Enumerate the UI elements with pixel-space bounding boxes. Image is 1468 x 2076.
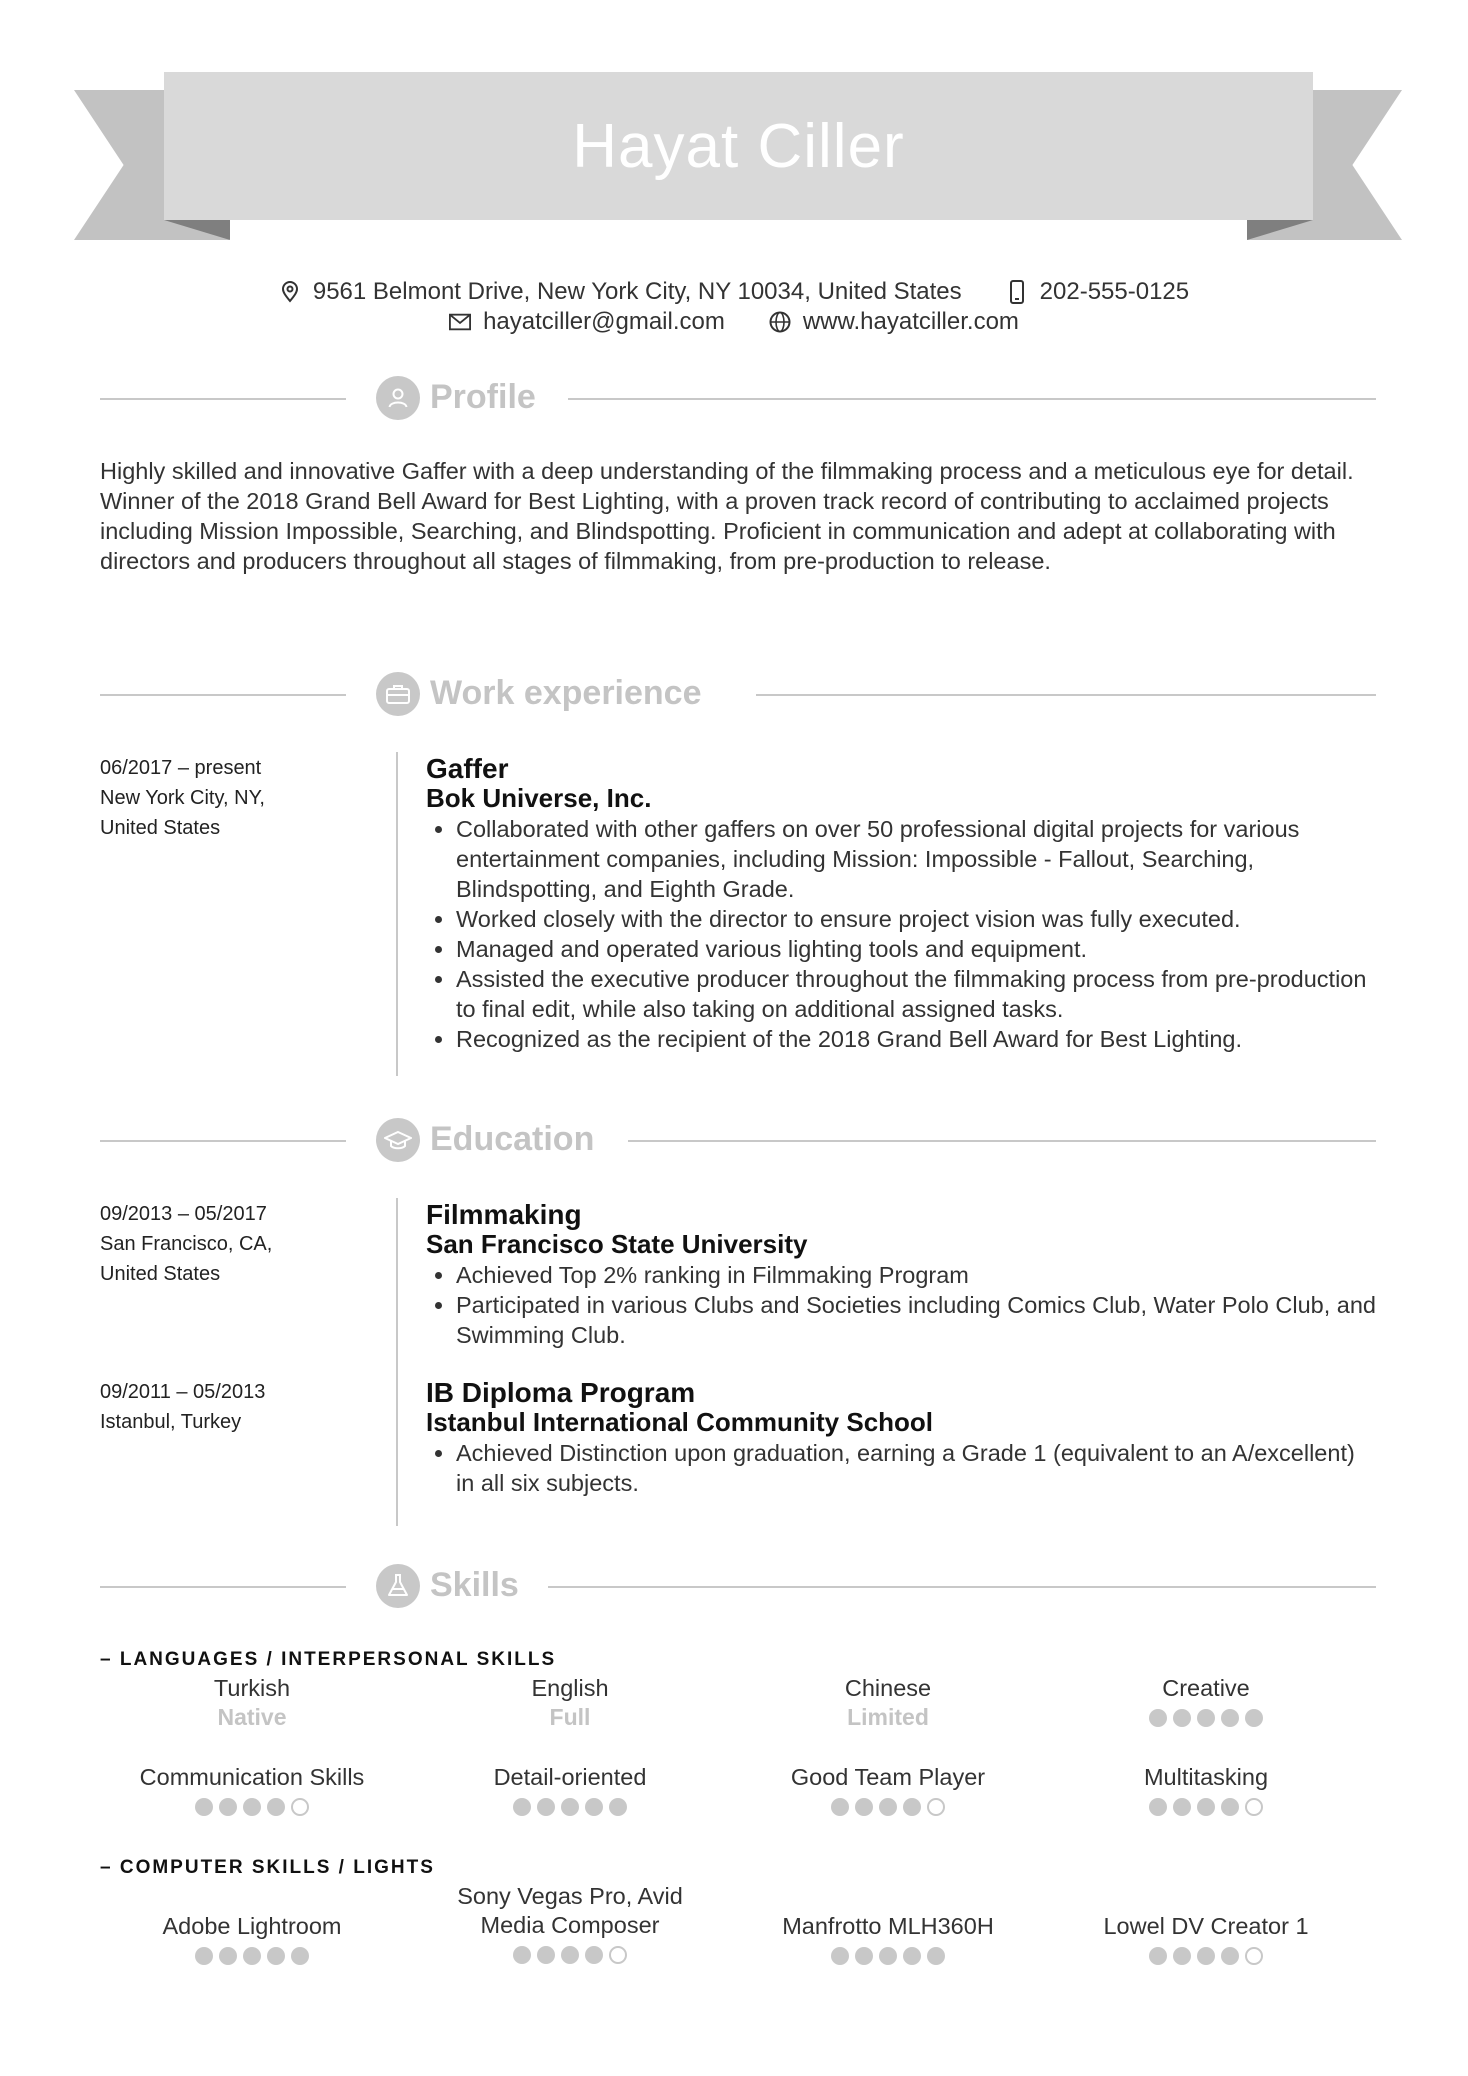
contact-line-2: [0, 308, 1468, 336]
education-bullets: [426, 1438, 1376, 1498]
rating-dot-filled: [267, 1947, 285, 1965]
skill-rated: [1056, 1763, 1356, 1816]
education-location: San Francisco, CA,: [100, 1233, 273, 1255]
rating-dot-filled: [1149, 1947, 1167, 1965]
work-entry-meta: [100, 753, 380, 843]
rating-dot-filled: [927, 1947, 945, 1965]
education-timeline-bar: [396, 1198, 398, 1526]
rating-dot-filled: [513, 1946, 531, 1964]
rating-dot-filled: [879, 1947, 897, 1965]
rating-dot-filled: [585, 1946, 603, 1964]
school-name: San Francisco State University: [426, 1229, 808, 1259]
section-header-skills: [100, 1562, 1376, 1610]
education-location-country: United States: [100, 1263, 221, 1285]
skill-rated: [102, 1763, 402, 1816]
list-item: • Worked closely with the director to ensure project vision was fully executed.: [456, 904, 1376, 934]
education-entry-meta: [100, 1199, 380, 1289]
list-item: • Achieved Distinction upon graduation, earning a Grade 1 (equivalent to an A/excellent) in all six subjects.: [456, 1438, 1376, 1498]
skill-name: Communication Skills: [139, 1764, 365, 1790]
skill-name: Multitasking: [1143, 1764, 1269, 1790]
address-text: 9561 Belmont Drive, New York City, NY 10034, United States: [312, 278, 962, 305]
section-header-profile: [100, 374, 1376, 422]
divider-right: [568, 398, 1376, 400]
list-item: • Collaborated with other gaffers on over 50 professional digital projects for various entertainment companies, including Mission: Impossible - Fallout, Searching, Blindspotting, and Eighth Grade.: [456, 814, 1376, 904]
rating-dot-filled: [855, 1947, 873, 1965]
skill-rating: [102, 1798, 402, 1816]
education-date: 09/2013 – 05/2017: [100, 1203, 267, 1225]
degree-title: IB Diploma Program: [426, 1377, 696, 1408]
skill-rating: [738, 1798, 1038, 1816]
skill-name: Media Composer: [480, 1912, 660, 1938]
contact-line-1: [0, 278, 1468, 306]
rating-dot-filled: [1173, 1947, 1191, 1965]
rating-dot-filled: [267, 1798, 285, 1816]
skill-rating: [738, 1947, 1038, 1965]
skill-level: Limited: [847, 1704, 929, 1730]
rating-dot-filled: [831, 1947, 849, 1965]
skills-category-languages: – LANGUAGES / INTERPERSONAL SKILLS: [100, 1649, 557, 1670]
rating-dot-filled: [831, 1798, 849, 1816]
divider-right: [548, 1586, 1376, 1588]
skill-rating: [102, 1947, 402, 1965]
section-header-education: [100, 1116, 1376, 1164]
skill-level: Full: [549, 1704, 591, 1730]
person-icon: [376, 376, 420, 420]
skill-rating: [420, 1798, 720, 1816]
skill-rated: [420, 1763, 720, 1816]
email-link[interactable]: hayatciller@gmail.com: [483, 308, 725, 335]
rating-dot-empty: [609, 1946, 627, 1964]
skill-language: [420, 1674, 720, 1732]
rating-dot-filled: [291, 1947, 309, 1965]
skill-language: [738, 1674, 1038, 1732]
divider-left: [100, 694, 346, 696]
divider-left: [100, 1586, 346, 1588]
skill-name: Manfrotto MLH360H: [782, 1913, 994, 1939]
skill-name: Adobe Lightroom: [162, 1913, 342, 1939]
skill-language: [102, 1674, 402, 1732]
candidate-name: Hayat Ciller: [572, 111, 905, 181]
education-entry: [426, 1378, 1376, 1498]
rating-dot-filled: [1197, 1798, 1215, 1816]
rating-dot-filled: [1173, 1798, 1191, 1816]
rating-dot-filled: [609, 1798, 627, 1816]
education-entry: [426, 1200, 1376, 1350]
education-bullets: [426, 1260, 1376, 1350]
work-bullets: [426, 814, 1376, 1054]
section-title-profile: Profile: [430, 378, 536, 416]
education-location: Istanbul, Turkey: [100, 1411, 242, 1433]
work-timeline-bar: [396, 752, 398, 1076]
skill-name: Turkish: [213, 1675, 291, 1701]
location-pin-icon: [279, 281, 301, 303]
rating-dot-filled: [1197, 1709, 1215, 1727]
divider-left: [100, 398, 346, 400]
rating-dot-empty: [927, 1798, 945, 1816]
rating-dot-empty: [1245, 1947, 1263, 1965]
skill-rated: [1056, 1674, 1356, 1727]
rating-dot-filled: [855, 1798, 873, 1816]
phone-text: 202-555-0125: [1039, 278, 1190, 305]
skills-category-computer: – COMPUTER SKILLS / LIGHTS: [100, 1857, 435, 1878]
rating-dot-filled: [219, 1798, 237, 1816]
rating-dot-filled: [1197, 1947, 1215, 1965]
rating-dot-filled: [585, 1798, 603, 1816]
skill-name: Good Team Player: [790, 1764, 986, 1790]
skill-rated: [738, 1763, 1038, 1816]
rating-dot-empty: [1245, 1798, 1263, 1816]
rating-dot-filled: [561, 1798, 579, 1816]
employer: Bok Universe, Inc.: [426, 783, 652, 813]
job-title: Gaffer: [426, 753, 509, 784]
divider-left: [100, 1140, 346, 1142]
skill-name: English: [531, 1675, 609, 1701]
flask-icon: [376, 1564, 420, 1608]
skill-rating: [420, 1946, 720, 1964]
rating-dot-filled: [195, 1798, 213, 1816]
work-location: New York City, NY,: [100, 787, 265, 809]
rating-dot-filled: [1149, 1709, 1167, 1727]
list-item: • Achieved Top 2% ranking in Filmmaking Program: [456, 1260, 1376, 1290]
skill-rating: [1056, 1798, 1356, 1816]
skill-name: Detail-oriented: [493, 1764, 647, 1790]
education-entry-meta: [100, 1377, 380, 1437]
skill-rated: [1056, 1912, 1356, 1965]
section-title-work: Work experience: [430, 674, 702, 712]
globe-icon: [769, 311, 791, 333]
rating-dot-filled: [1149, 1798, 1167, 1816]
phone-icon: [1006, 281, 1028, 303]
rating-dot-filled: [195, 1947, 213, 1965]
rating-dot-filled: [879, 1798, 897, 1816]
section-title-education: Education: [430, 1120, 595, 1158]
skill-rated: [102, 1912, 402, 1965]
list-item: • Recognized as the recipient of the 2018 Grand Bell Award for Best Lighting.: [456, 1024, 1376, 1054]
work-location-country: United States: [100, 817, 221, 839]
section-title-skills: Skills: [430, 1566, 519, 1604]
divider-right: [756, 694, 1376, 696]
skill-level: Native: [217, 1704, 287, 1730]
work-entry: [426, 754, 1376, 1054]
rating-dot-filled: [903, 1947, 921, 1965]
work-date: 06/2017 – present: [100, 757, 262, 779]
email-icon: [449, 311, 471, 333]
skill-name: Lowel DV Creator 1: [1103, 1913, 1309, 1939]
rating-dot-filled: [537, 1946, 555, 1964]
rating-dot-filled: [1245, 1709, 1263, 1727]
degree-title: Filmmaking: [426, 1199, 582, 1230]
rating-dot-filled: [243, 1798, 261, 1816]
rating-dot-filled: [513, 1798, 531, 1816]
website-link[interactable]: www.hayatciller.com: [802, 308, 1019, 335]
rating-dot-empty: [291, 1798, 309, 1816]
skill-name: Chinese: [844, 1675, 932, 1701]
graduation-cap-icon: [376, 1118, 420, 1162]
rating-dot-filled: [219, 1947, 237, 1965]
skill-rating: [1056, 1947, 1356, 1965]
skill-rating: [1056, 1709, 1356, 1727]
divider-right: [628, 1140, 1376, 1142]
rating-dot-filled: [1221, 1947, 1239, 1965]
rating-dot-filled: [1221, 1709, 1239, 1727]
section-header-work: [100, 670, 1376, 718]
briefcase-icon: [376, 672, 420, 716]
rating-dot-filled: [1221, 1798, 1239, 1816]
education-date: 09/2011 – 05/2013: [100, 1381, 266, 1403]
school-name: Istanbul International Community School: [426, 1407, 934, 1437]
rating-dot-filled: [903, 1798, 921, 1816]
skill-rated: [738, 1912, 1038, 1965]
skill-rated: [420, 1882, 720, 1964]
skill-name: Creative: [1162, 1675, 1250, 1701]
rating-dot-filled: [243, 1947, 261, 1965]
list-item: • Participated in various Clubs and Societies including Comics Club, Water Polo Club, and Swimming Club.: [456, 1290, 1376, 1350]
list-item: • Assisted the executive producer throughout the filmmaking process from pre-production to final edit, while also taking on additional assigned tasks.: [456, 964, 1376, 1024]
rating-dot-filled: [561, 1946, 579, 1964]
rating-dot-filled: [1173, 1709, 1191, 1727]
rating-dot-filled: [537, 1798, 555, 1816]
profile-summary: Highly skilled and innovative Gaffer with a deep understanding of the filmmaking process and a meticulous eye for detail. Winner of the 2018 Grand Bell Award for Best Lighting, with a proven track record of contributing to acclaimed projects including Mission Impossible, Searching, and Blindspotting. Proficient in communication and adept at collaborating with directors and producers throughout all stages of filmmaking, from pre-production to release.: [100, 458, 1354, 574]
skill-name: Sony Vegas Pro, Avid: [457, 1883, 683, 1909]
list-item: • Managed and operated various lighting tools and equipment.: [456, 934, 1376, 964]
name-banner: [164, 72, 1313, 220]
